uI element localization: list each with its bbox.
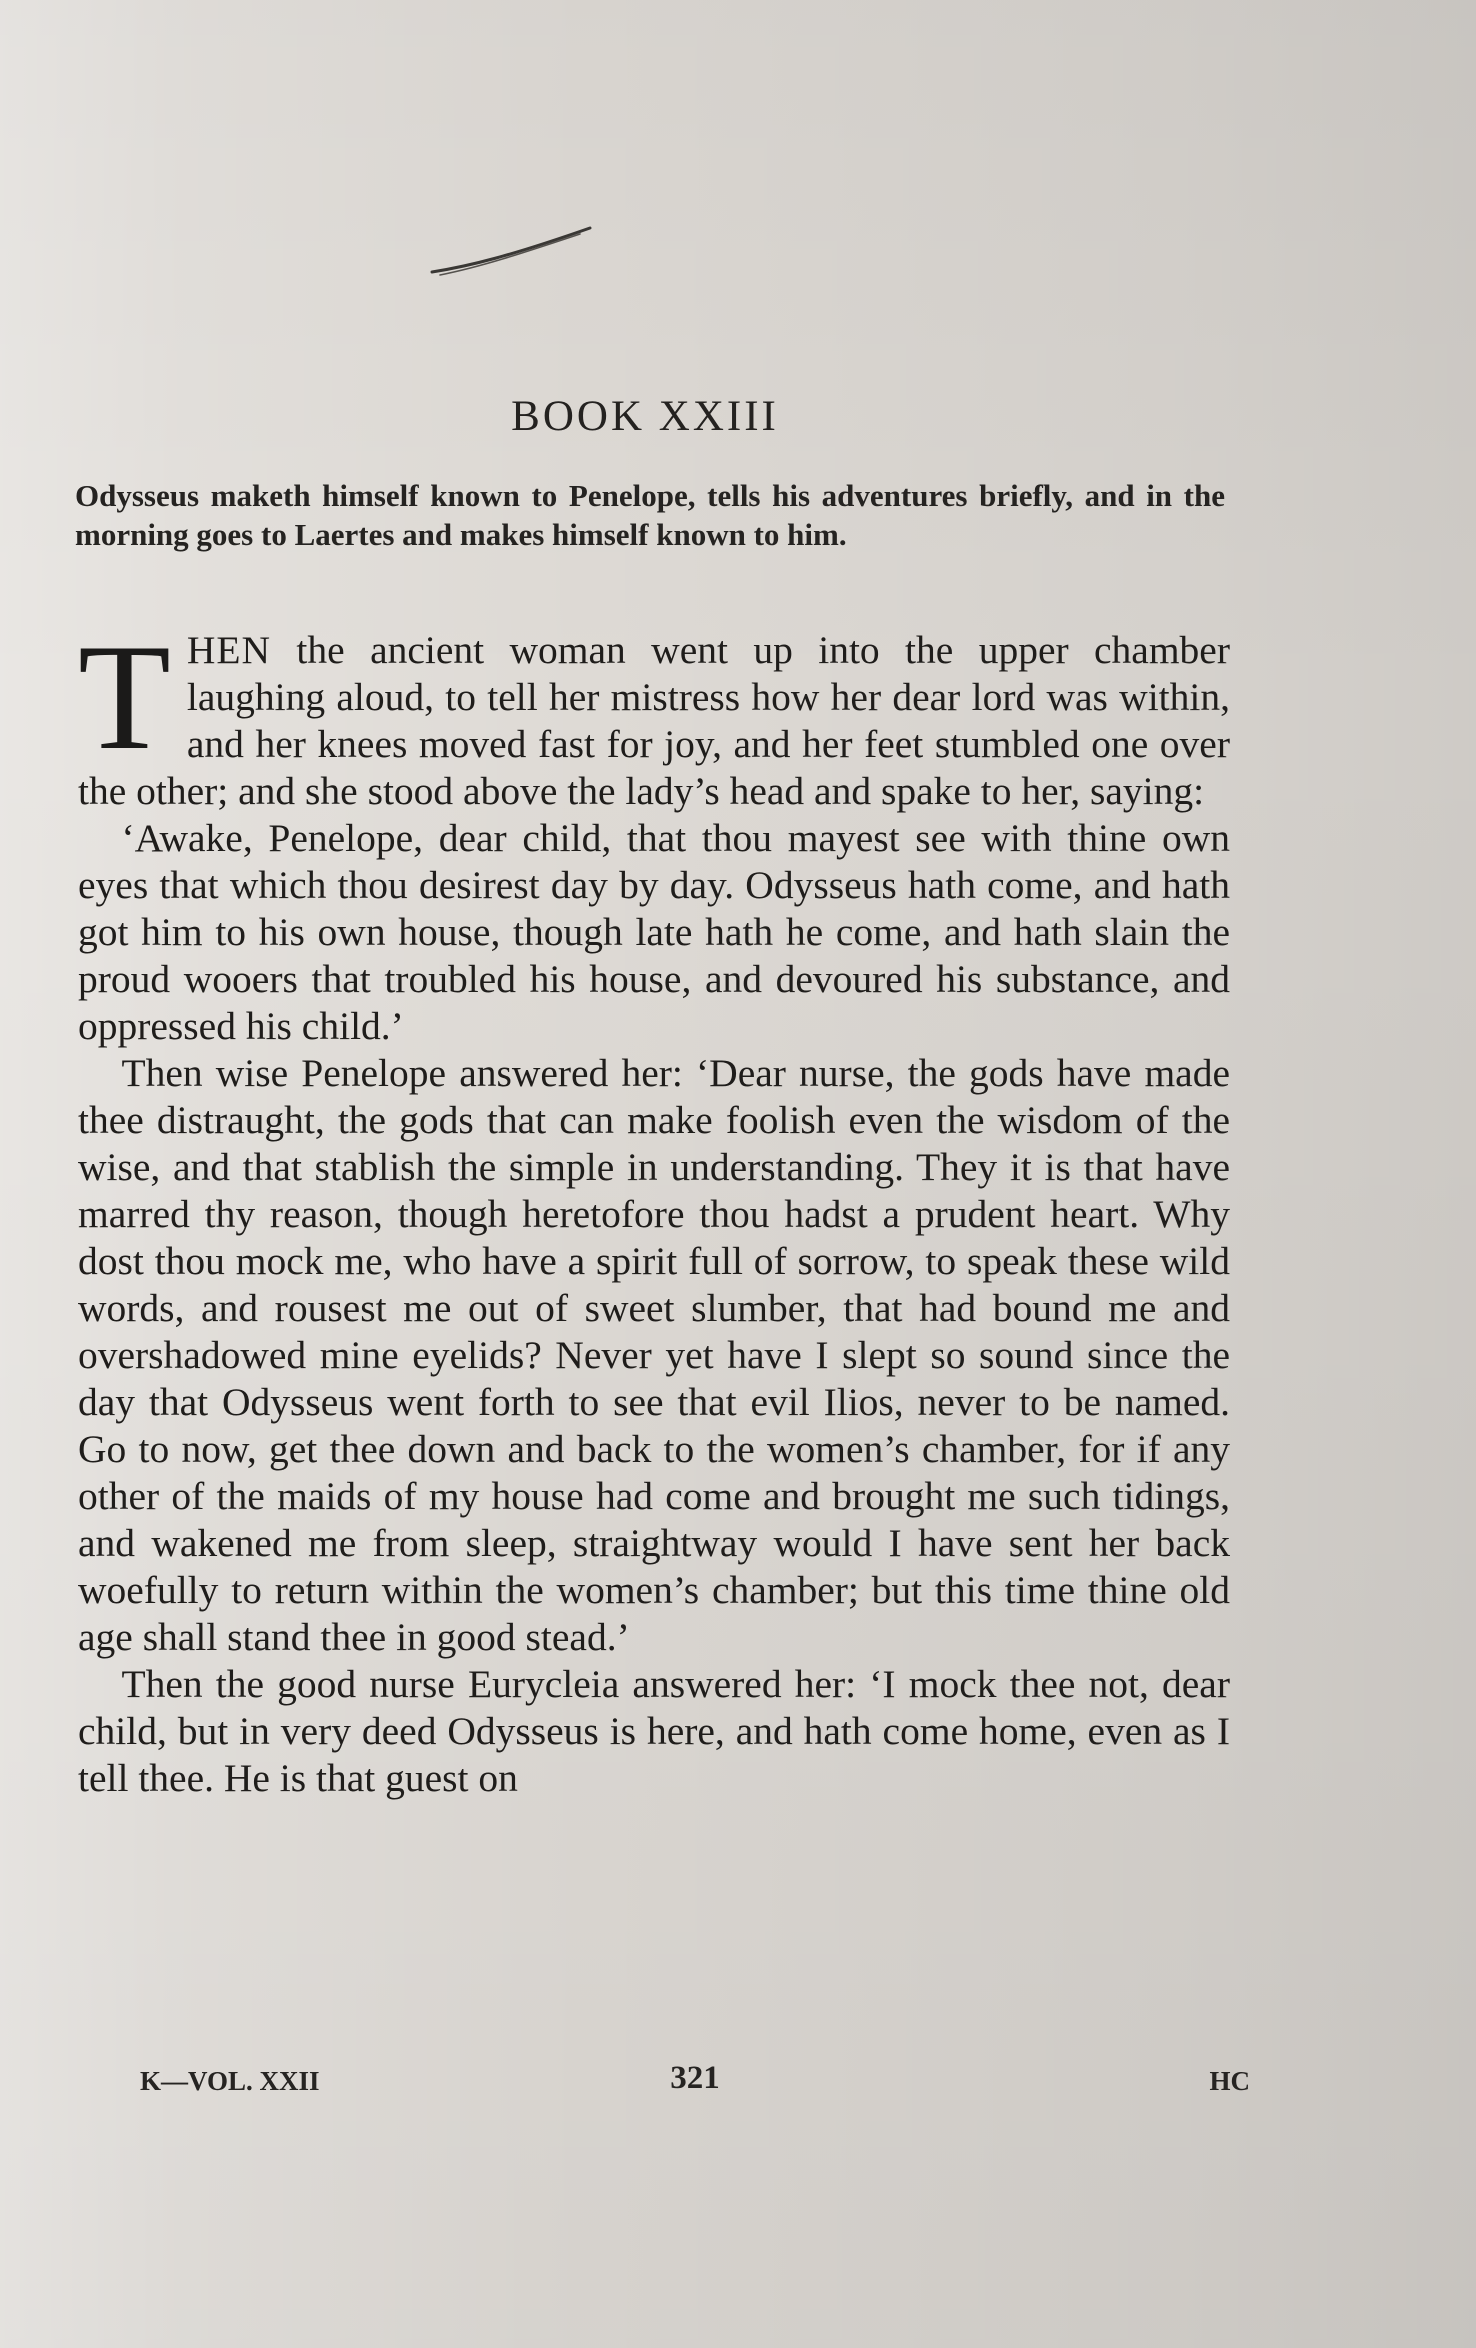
series-mark: HC [1209, 2066, 1250, 2096]
drop-cap: T [78, 613, 171, 781]
paragraph-3: Then wise Penelope answered her: ‘Dear nurse, the gods have made thee distraught, the gods that can make foolish even the wisdom of the wise, and that stablish the simple in understanding. They it is that have marred thy reason, though heretofore thou hadst a prudent heart. Why dost thou mock me, who have a spirit full of sorrow, to speak these wild words, and rousest me out of sweet slumber, that had bound me and overshadowed mine eyelids? Never yet have I slept so sound since the day that Odysseus went forth to see that evil Ilios, never to be named. Go to now, get thee down and back to the women’s chamber, for if any other of the maids of my house had come and brought me such tidings, and wakened me from sleep, straightway would I have sent her back woefully to return within the women’s chamber; but this time thine old age shall stand thee in good stead.’ [78, 1051, 1230, 1659]
paragraph-1 [78, 613, 1230, 815]
page-number: 321 [670, 2060, 720, 2096]
pencil-mark [430, 222, 595, 282]
body-text [78, 613, 1230, 1802]
page-footer [140, 2060, 1250, 2104]
paragraph-2: ‘Awake, Penelope, dear child, that thou mayest see with thine own eyes that which thou desirest day by day. Odysseus hath come, and hath got him to his own house, though late hath he come, and hath slain the proud wooers that troubled his house, and devoured his substance, and oppressed his child.’ [78, 816, 1230, 1048]
book-title: BOOK XXIII [511, 393, 779, 440]
paragraph-4: Then the good nurse Eurycleia answered her: ‘I mock thee not, dear child, but in very deed Odysseus is here, and hath come home, even as I tell thee. He is that guest on [78, 1662, 1230, 1800]
chapter-summary: Odysseus maketh himself known to Penelope, tells his adventures briefly, and in the morning goes to Laertes and makes himself known to him. [75, 478, 1225, 552]
volume-signature: K—VOL. XXII [140, 2066, 320, 2096]
paragraph-1-text: the ancient woman went up into the upper chamber laughing aloud, to tell her mistress how her dear lord was within, and her knees moved fast for joy, and her feet stumbled one over the other; and she stood above the lady’s head and spake to her, saying: [78, 628, 1230, 813]
first-word: HEN [186, 628, 272, 672]
